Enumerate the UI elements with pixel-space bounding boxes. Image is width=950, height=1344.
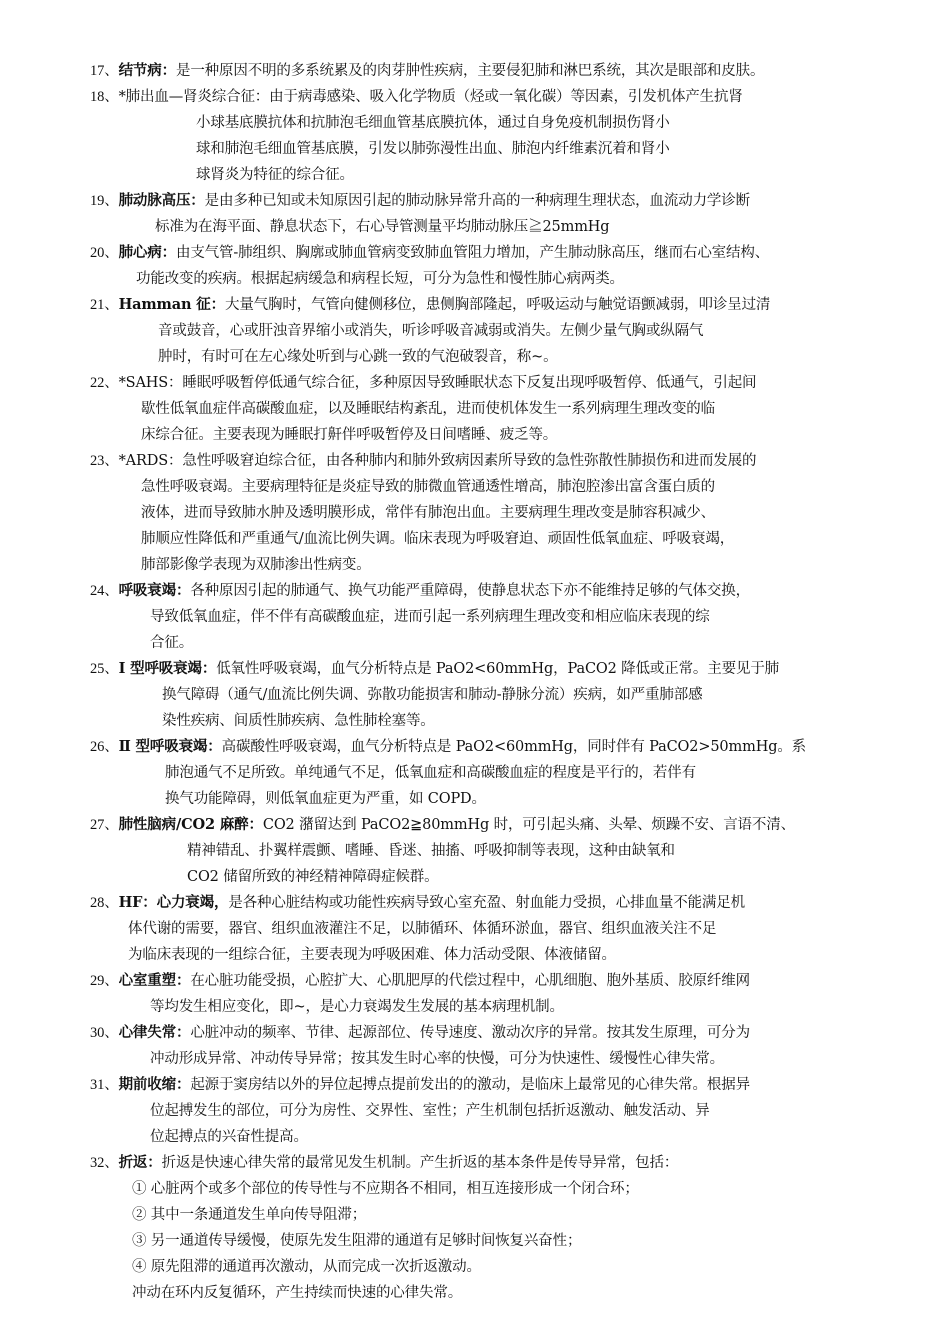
- entry-continuation-line: [132, 1283, 462, 1303]
- entry-text: 肺顺应性降低和严重通气/血流比例失调。临床表现为呼吸窘迫、顽固性低氧血症、呼吸衰竭，: [141, 531, 735, 547]
- entry-number: 32、: [90, 1155, 119, 1171]
- entry-first-line: [90, 893, 745, 913]
- entry-first-line: [90, 295, 770, 315]
- entry-continuation-line: [136, 269, 624, 289]
- entry-text: 等均发生相应变化，即~，是心力衰竭发生发展的基本病理机制。: [150, 999, 564, 1015]
- entry-term: 折返：: [118, 1154, 162, 1171]
- entry-text: 标准为在海平面、静息状态下，右心导管测量平均肺动脉压≧25mmHg: [155, 219, 610, 235]
- entry-text: 小球基底膜抗体和抗肺泡毛细血管基底膜抗体，通过自身免疫机制损伤肾小: [196, 115, 670, 131]
- entry-text: 球肾炎为特征的综合征。: [196, 167, 354, 183]
- entry-continuation-line: [150, 997, 564, 1017]
- entry-first-line: [90, 737, 806, 757]
- entry-continuation-line: [150, 1101, 710, 1121]
- entry-text: 心脏冲动的频率、节律、起源部位、传导速度、激动次序的异常。按其发生原理，可分为: [190, 1025, 750, 1041]
- entry-term: Ⅱ 型呼吸衰竭：: [118, 738, 222, 755]
- entry-continuation-line: [196, 113, 670, 133]
- entry-first-line: [90, 87, 743, 107]
- entry-text: 音或鼓音，心或肝浊音界缩小或消失，听诊呼吸音减弱或消失。左侧少量气胸或纵隔气: [158, 323, 704, 339]
- entry-continuation-line: [141, 529, 734, 549]
- entry-text: 是一种原因不明的多系统累及的肉芽肿性疾病，主要侵犯肺和淋巴系统，其次是眼部和皮肤。: [175, 63, 765, 79]
- entry-first-line: [90, 581, 750, 601]
- entry-first-line: [90, 1023, 750, 1043]
- entry-term: 心室重塑：: [118, 972, 191, 989]
- entry-text: 导致低氧血症，伴不伴有高碳酸血症，进而引起一系列病理生理改变和相应临床表现的综: [150, 609, 710, 625]
- entry-text: *ARDS：急性呼吸窘迫综合征，由各种肺内和肺外致病因素所导致的急性弥散性肺损伤和进而发展的: [118, 453, 757, 469]
- entry-term: HF：心力衰竭，: [118, 894, 229, 911]
- entry-term: 肺心病：: [118, 244, 176, 261]
- entry-continuation-line: [141, 399, 715, 419]
- entry-first-line: [90, 243, 769, 263]
- entry-term: 肺性脑病/CO2 麻醉：: [118, 816, 263, 833]
- entry-term: 心律失常：: [118, 1024, 191, 1041]
- entry-number: 19、: [90, 193, 119, 209]
- entry-text: 合征。: [150, 635, 194, 651]
- entry-first-line: [90, 659, 779, 679]
- entry-continuation-line: [165, 763, 696, 783]
- entry-text: 低氧性呼吸衰竭，血气分析特点是 PaO2<60mmHg，PaCO2 降低或正常。主要见于肺: [216, 661, 780, 677]
- entry-text: ① 心脏两个或多个部位的传导性与不应期各不相同，相互连接形成一个闭合环；: [132, 1181, 639, 1197]
- entry-continuation-line: [187, 867, 438, 887]
- entry-text: 换气功能障碍，则低氧血症更为严重，如 COPD。: [165, 791, 486, 807]
- entry-text: 歇性低氧血症伴高碳酸血症，以及睡眠结构紊乱，进而使机体发生一系列病理生理改变的临: [141, 401, 715, 417]
- entry-first-line: [90, 451, 756, 471]
- entry-text: 精神错乱、扑翼样震颤、嗜睡、昏迷、抽搐、呼吸抑制等表现，这种由缺氧和: [187, 843, 675, 859]
- entry-continuation-line: [150, 633, 193, 653]
- entry-text: 肺泡通气不足所致。单纯通气不足，低氧血症和高碳酸血症的程度是平行的，若伴有: [165, 765, 696, 781]
- entry-text: 冲动形成异常、冲动传导异常；按其发生时心率的快慢，可分为快速性、缓慢性心律失常。: [150, 1051, 724, 1067]
- entry-first-line: [90, 1075, 750, 1095]
- entry-text: 急性呼吸衰竭。主要病理特征是炎症导致的肺微血管通透性增高，肺泡腔渗出富含蛋白质的: [141, 479, 715, 495]
- entry-text: 功能改变的疾病。根据起病缓急和病程长短，可分为急性和慢性肺心病两类。: [136, 271, 624, 287]
- entry-term: 结节病：: [118, 62, 176, 79]
- entry-text: 换气障碍（通气/血流比例失调、弥散功能损害和肺动-静脉分流）疾病，如严重肺部感: [162, 687, 703, 703]
- entry-continuation-line: [141, 555, 371, 575]
- entry-continuation-line: [132, 1179, 639, 1199]
- entry-text: 是各种心脏结构或功能性疾病导致心室充盈、射血能力受损，心排血量不能满足机: [228, 895, 745, 911]
- entry-term: I 型呼吸衰竭：: [118, 660, 217, 677]
- entry-first-line: [90, 373, 756, 393]
- entry-number: 31、: [90, 1077, 119, 1093]
- entry-number: 22、: [90, 375, 119, 391]
- entry-text: ② 其中一条通道发生单向传导阻滞；: [132, 1207, 367, 1223]
- entry-continuation-line: [132, 1231, 581, 1251]
- entry-first-line: [90, 971, 750, 991]
- entry-first-line: [90, 61, 764, 81]
- entry-text: ④ 原先阻滞的通道再次激动，从而完成一次折返激动。: [132, 1259, 481, 1275]
- entry-number: 17、: [90, 63, 119, 79]
- entry-text: 冲动在环内反复循环，产生持续而快速的心律失常。: [132, 1285, 463, 1301]
- entry-continuation-line: [150, 607, 710, 627]
- entry-continuation-line: [132, 1205, 366, 1225]
- entry-text: 在心脏功能受损，心腔扩大、心肌肥厚的代偿过程中，心肌细胞、胞外基质、胶原纤维网: [190, 973, 750, 989]
- entry-text: 是由多种已知或未知原因引起的肺动脉异常升高的一种病理生理状态，血流动力学诊断: [204, 193, 750, 209]
- entry-text: *肺出血—肾炎综合征：由于病毒感染、吸入化学物质（烃或一氧化碳）等因素，引发机体产生抗肾: [118, 89, 743, 105]
- entry-number: 28、: [90, 895, 119, 911]
- entry-continuation-line: [196, 139, 670, 159]
- entry-continuation-line: [162, 711, 435, 731]
- entry-continuation-line: [158, 347, 557, 367]
- entry-text: 大量气胸时，气管向健侧移位，患侧胸部隆起，呼吸运动与触觉语颤减弱，叩诊呈过清: [224, 297, 771, 313]
- entry-number: 21、: [90, 297, 119, 313]
- entry-continuation-line: [150, 1127, 308, 1147]
- entry-continuation-line: [165, 789, 486, 809]
- entry-text: 位起搏点的兴奋性提高。: [150, 1129, 308, 1145]
- entry-text: 液体，进而导致肺水肿及透明膜形成，常伴有肺泡出血。主要病理生理改变是肺容积减少、: [141, 505, 715, 521]
- entry-continuation-line: [162, 685, 702, 705]
- entry-number: 24、: [90, 583, 119, 599]
- entry-first-line: [90, 1153, 678, 1173]
- entry-text: CO2 储留所致的神经精神障碍症候群。: [187, 869, 439, 885]
- entry-text: 由支气管-肺组织、胸廓或肺血管病变致肺血管阻力增加，产生肺动脉高压，继而右心室结构、: [175, 245, 770, 261]
- entry-text: 肺部影像学表现为双肺渗出性病变。: [141, 557, 371, 573]
- entry-continuation-line: [155, 217, 609, 237]
- entry-text: 染性疾病、间质性肺疾病、急性肺栓塞等。: [162, 713, 435, 729]
- entry-text: 为临床表现的一组综合征，主要表现为呼吸困难、体力活动受限、体液储留。: [128, 947, 616, 963]
- entry-text: 球和肺泡毛细血管基底膜，引发以肺弥漫性出血、肺泡内纤维素沉着和肾小: [196, 141, 670, 157]
- entry-continuation-line: [158, 321, 703, 341]
- entry-term: Hamman 征：: [118, 296, 225, 313]
- entry-text: 高碳酸性呼吸衰竭，血气分析特点是 PaO2<60mmHg，同时伴有 PaCO2>50mmHg。系: [221, 739, 807, 755]
- entry-text: 折返是快速心律失常的最常见发生机制。产生折返的基本条件是传导异常，包括：: [161, 1155, 679, 1171]
- entry-term: 肺动脉高压：: [118, 192, 205, 209]
- entry-term: 期前收缩：: [118, 1076, 191, 1093]
- entry-text: 各种原因引起的肺通气、换气功能严重障碍，使静息状态下亦不能维持足够的气体交换，: [190, 583, 750, 599]
- entry-first-line: [90, 191, 750, 211]
- entry-continuation-line: [196, 165, 354, 185]
- entry-continuation-line: [187, 841, 675, 861]
- entry-number: 27、: [90, 817, 119, 833]
- entry-continuation-line: [128, 919, 716, 939]
- entry-number: 26、: [90, 739, 119, 755]
- entry-text: CO2 潴留达到 PaCO2≧80mmHg 时，可引起头痛、头晕、烦躁不安、言语不清、: [262, 817, 795, 833]
- entry-number: 29、: [90, 973, 119, 989]
- entry-text: 肿时，有时可在左心缘处听到与心跳一致的气泡破裂音，称~。: [158, 349, 558, 365]
- entry-number: 30、: [90, 1025, 119, 1041]
- entry-continuation-line: [141, 477, 715, 497]
- entry-number: 18、: [90, 89, 119, 105]
- entry-text: 位起搏发生的部位，可分为房性、交界性、室性；产生机制包括折返激动、触发活动、异: [150, 1103, 710, 1119]
- entry-continuation-line: [128, 945, 616, 965]
- entry-text: 起源于窦房结以外的异位起搏点提前发出的的激动，是临床上最常见的心律失常。根据异: [190, 1077, 750, 1093]
- entry-number: 25、: [90, 661, 119, 677]
- entry-text: ③ 另一通道传导缓慢，使原先发生阻滞的通道有足够时间恢复兴奋性；: [132, 1233, 582, 1249]
- entry-continuation-line: [150, 1049, 724, 1069]
- entry-continuation-line: [132, 1257, 481, 1277]
- entry-continuation-line: [141, 425, 557, 445]
- entry-number: 23、: [90, 453, 119, 469]
- entry-text: *SAHS：睡眠呼吸暂停低通气综合征，多种原因导致睡眠状态下反复出现呼吸暂停、低通气，引起间: [118, 375, 757, 391]
- entry-number: 20、: [90, 245, 119, 261]
- entry-text: 体代谢的需要，器官、组织血液灌注不足，以肺循环、体循环淤血，器官、组织血液关注不足: [128, 921, 717, 937]
- entry-text: 床综合征。主要表现为睡眠打鼾伴呼吸暂停及日间嗜睡、疲乏等。: [141, 427, 558, 443]
- entry-continuation-line: [141, 503, 715, 523]
- entry-first-line: [90, 815, 795, 835]
- entry-term: 呼吸衰竭：: [118, 582, 191, 599]
